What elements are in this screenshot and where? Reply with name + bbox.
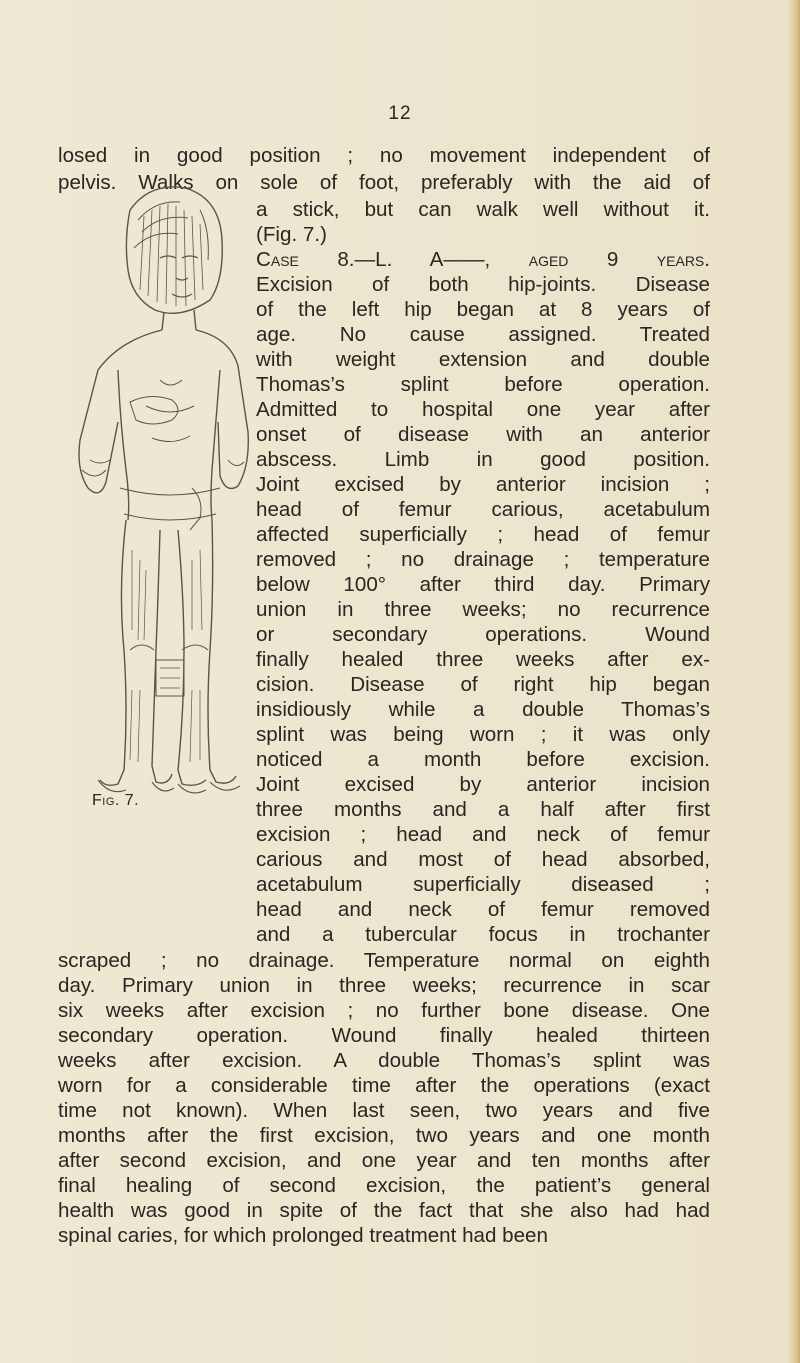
text-line: a stick, but can walk well without it.: [256, 198, 710, 221]
text-line: and a tubercular focus in trochanter: [256, 923, 710, 946]
text-line: or secondary operations. Wound: [256, 623, 710, 646]
figure-7-illustration: [60, 170, 252, 800]
text-line: head of femur carious, acetabulum: [256, 498, 710, 521]
text-line: pelvis. Walks on sole of foot, preferably with the aid of: [58, 171, 710, 194]
text-line: head and neck of femur removed: [256, 898, 710, 921]
text-line: cision. Disease of right hip began: [256, 673, 710, 696]
text-line: losed in good position ; no movement independent of: [58, 144, 710, 167]
text-line: health was good in spite of the fact that she also had had: [58, 1199, 710, 1222]
text-line: acetabulum superficially diseased ;: [256, 873, 710, 896]
text-line: noticed a month before excision.: [256, 748, 710, 771]
text-line: weeks after excision. A double Thomas’s splint was: [58, 1049, 710, 1072]
text-line: below 100° after third day. Primary: [256, 573, 710, 596]
text-line: onset of disease with an anterior: [256, 423, 710, 446]
text-line: final healing of second excision, the patient’s general: [58, 1174, 710, 1197]
text-line: [256, 248, 710, 272]
text-line: removed ; no drainage ; temperature: [256, 548, 710, 571]
text-line: Excision of both hip-joints. Disease: [256, 273, 710, 296]
text-line: secondary operation. Wound finally healed thirteen: [58, 1024, 710, 1047]
text-line: six weeks after excision ; no further bone disease. One: [58, 999, 710, 1022]
text-line: Thomas’s splint before operation.: [256, 373, 710, 396]
text-line: scraped ; no drainage. Temperature normal on eighth: [58, 949, 710, 972]
text-line: union in three weeks; no recurrence: [256, 598, 710, 621]
text-line: spinal caries, for which prolonged treatment had been: [58, 1224, 548, 1247]
text-line: insidiously while a double Thomas’s: [256, 698, 710, 721]
text-line: affected superficially ; head of femur: [256, 523, 710, 546]
text-line: time not known). When last seen, two years and five: [58, 1099, 710, 1122]
text-line: day. Primary union in three weeks; recurrence in scar: [58, 974, 710, 997]
text-line: splint was being worn ; it was only: [256, 723, 710, 746]
text-line: three months and a half after first: [256, 798, 710, 821]
text-line: worn for a considerable time after the operations (exact: [58, 1074, 710, 1097]
text-line: Joint excised by anterior incision: [256, 773, 710, 796]
text-line: abscess. Limb in good position.: [256, 448, 710, 471]
text-line: carious and most of head absorbed,: [256, 848, 710, 871]
text-line: finally healed three weeks after ex-: [256, 648, 710, 671]
text-line: with weight extension and double: [256, 348, 710, 371]
text-line: of the left hip began at 8 years of: [256, 298, 710, 321]
text-line: age. No cause assigned. Treated: [256, 323, 710, 346]
text-line: Joint excised by anterior incision ;: [256, 473, 710, 496]
text-line: Admitted to hospital one year after: [256, 398, 710, 421]
case-heading: Case 8.—L. A——, aged 9 years.: [256, 248, 710, 271]
page-number: 12: [388, 103, 412, 124]
text-line: after second excision, and one year and ten months after: [58, 1149, 710, 1172]
page-edge: [788, 0, 800, 1363]
text-line: (Fig. 7.): [256, 223, 327, 246]
text-line: excision ; head and neck of femur: [256, 823, 710, 846]
child-figure-illustration-icon: [60, 170, 252, 800]
figure-caption: Fig. 7.: [92, 792, 140, 809]
text-line: months after the first excision, two years and one month: [58, 1124, 710, 1147]
